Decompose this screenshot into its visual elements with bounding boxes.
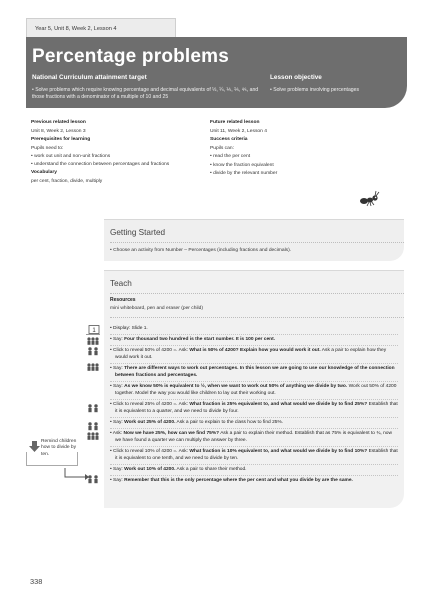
teach-item-bold: As we know 50% is equivalent to ½, when we want to work out 50% of anything we divide by two. (124, 384, 348, 389)
page-number: 338 (30, 577, 43, 586)
success-criteria-item: • know the fraction equivalent (210, 162, 274, 168)
divider (110, 317, 404, 318)
success-criteria-item: • read the per cent (210, 154, 251, 159)
teach-item-bold: What fraction is 10% equivalent to, and what would we divide by to find 10%? (189, 449, 368, 454)
previous-lesson-heading: Previous related lesson (31, 120, 86, 125)
success-criteria-heading: Success criteria (210, 137, 248, 142)
item-divider (110, 475, 398, 476)
teach-item-bold: There are different ways to work out percentages. In this lesson we are going to use our knowledge of the connection between fractions and percentages. (115, 366, 395, 378)
teach-item-text: • Say: (110, 478, 125, 483)
teach-item (110, 448, 398, 462)
item-divider (110, 464, 398, 465)
item-divider (110, 417, 398, 418)
vocabulary-text: per cent, fraction, divide, multiply (31, 178, 103, 184)
teach-item-bold: What fraction is 25% equivalent to, and what would we divide by to find 25%? (189, 402, 368, 407)
vocabulary-heading: Vocabulary (31, 170, 58, 176)
info-right (210, 119, 370, 179)
item-divider (110, 345, 398, 346)
teach-item (110, 419, 398, 426)
return-arrow-icon (63, 466, 89, 480)
pair-icon (86, 403, 100, 413)
teach-item-text: • Say: (110, 337, 125, 342)
teach-item (110, 477, 398, 484)
group-icon (86, 431, 100, 441)
ant-icon (358, 190, 384, 208)
teach-item-text: Work out 50% of 4200 together. Model the way you would like children to lay out their working out. (115, 384, 397, 396)
teach-item-bold: What is 50% of 4200? Explain how you would work it out. (189, 348, 321, 353)
success-criteria-item: • divide by the relevant number (210, 171, 278, 176)
teach-item (110, 365, 398, 379)
future-lesson-heading: Future related lesson (210, 120, 260, 125)
info-left (31, 119, 191, 186)
teach-item (110, 336, 398, 343)
item-divider (110, 381, 398, 382)
getting-started-text: • Choose an activity from Number – Percentages (including fractions and decimals). (110, 248, 292, 253)
nc-text: • Solve problems which require knowing percentage and decimal equivalents of ½, ¼, ⅕, ⅖, ⅘, and those fractions with a denominator of a multiple of 10 and 25 (32, 87, 259, 101)
remind-note: Remind children how to divide by ten. (41, 439, 77, 457)
getting-started-card (104, 219, 404, 261)
teach-item (110, 383, 398, 397)
success-criteria-intro: Pupils can: (210, 145, 234, 151)
teach-item-text: • Click to reveal 10% of 4200 =. Ask: (110, 449, 190, 454)
teach-item-text: Ask a pair to explain how they would work it out. (115, 348, 387, 360)
divider (110, 293, 404, 294)
teach-card (104, 270, 404, 508)
previous-lesson-text: Unit 8, Week 2, Lesson 3 (31, 128, 86, 134)
teach-item-text: Ask a pair to explain their method. Establish that as 75% is equivalent to ¾, now we have found a quarter we can multiply the answer by three. (115, 431, 392, 443)
resources-heading: Resources (110, 297, 136, 303)
title-banner (26, 37, 407, 108)
lesson-objective-heading: Lesson objective (270, 74, 322, 81)
teach-item-text: • Click to reveal 25% of 4200 =. Ask: (110, 402, 190, 407)
getting-started-title: Getting Started (110, 228, 166, 237)
teach-item (110, 325, 398, 332)
svg-text:1: 1 (92, 328, 96, 334)
item-divider (110, 334, 398, 335)
teach-item-text: • Click to reveal 50% of 4200 =. Ask: (110, 348, 190, 353)
teach-item (110, 430, 398, 444)
prerequisite-item: • work out unit and non-unit fractions (31, 154, 111, 159)
teach-item-text: • Ask: (110, 431, 124, 436)
pair-icon (86, 421, 100, 431)
prerequisites-intro: Pupils need to: (31, 145, 64, 151)
divider (110, 242, 404, 243)
teach-item-text: Establish that it is equivalent to a quarter, and we need to divide by four. (115, 402, 398, 414)
item-divider (110, 428, 398, 429)
page-title: Percentage problems (32, 46, 230, 67)
teach-item-text: • Say: (110, 384, 125, 389)
teach-item (110, 347, 398, 361)
teach-item-text: • Display: Slide 1. (110, 326, 148, 331)
slide-icon (86, 325, 100, 335)
teach-item-text: • Say: (110, 467, 125, 472)
item-divider (110, 399, 398, 400)
teach-item-text: • Say: (110, 366, 125, 371)
teach-item (110, 466, 398, 473)
teach-item-text: Ask a pair to share their method. (175, 467, 247, 472)
teach-title: Teach (110, 279, 132, 288)
teach-item-bold: Work out 10% of 4200. (124, 467, 176, 472)
resources-text: mini whiteboard, pen and eraser (per child) (110, 306, 203, 311)
teach-item-bold: Four thousand two hundred is the start number. It is 100 per cent. (124, 337, 276, 342)
breadcrumb: Year 5, Unit 8, Week 2, Lesson 4 (26, 18, 176, 38)
teach-item-text: • Say: (110, 420, 125, 425)
teach-item-text: Ask a pair to explain to the class how to find 25%. (175, 420, 284, 425)
prerequisites-heading: Prerequisites for learning (31, 137, 91, 142)
teach-item-bold: Work out 25% of 4200. (124, 420, 176, 425)
teach-item-bold: Remember that this is the only percentage where the per cent and what you divide by are the same. (124, 478, 353, 483)
group-icon (86, 336, 100, 346)
teach-item (110, 401, 398, 415)
nc-heading: National Curriculum attainment target (32, 74, 147, 81)
prerequisite-item: • understand the connection between percentages and fractions (31, 161, 170, 167)
teach-item-bold: Now we have 25%, how can we find 75%? (123, 431, 220, 436)
remind-box (26, 452, 78, 466)
pair-icon (86, 346, 100, 356)
future-lesson-text: Unit 11, Week 2, Lesson 4 (210, 128, 267, 134)
item-divider (110, 363, 398, 364)
teach-item-text: Establish that it is equivalent to one tenth, and we need to divide by ten. (115, 449, 398, 461)
lesson-objective-text: • Solve problems involving percentages (270, 87, 359, 93)
group-icon (86, 362, 100, 372)
teach-list (110, 325, 398, 484)
item-divider (110, 446, 398, 447)
